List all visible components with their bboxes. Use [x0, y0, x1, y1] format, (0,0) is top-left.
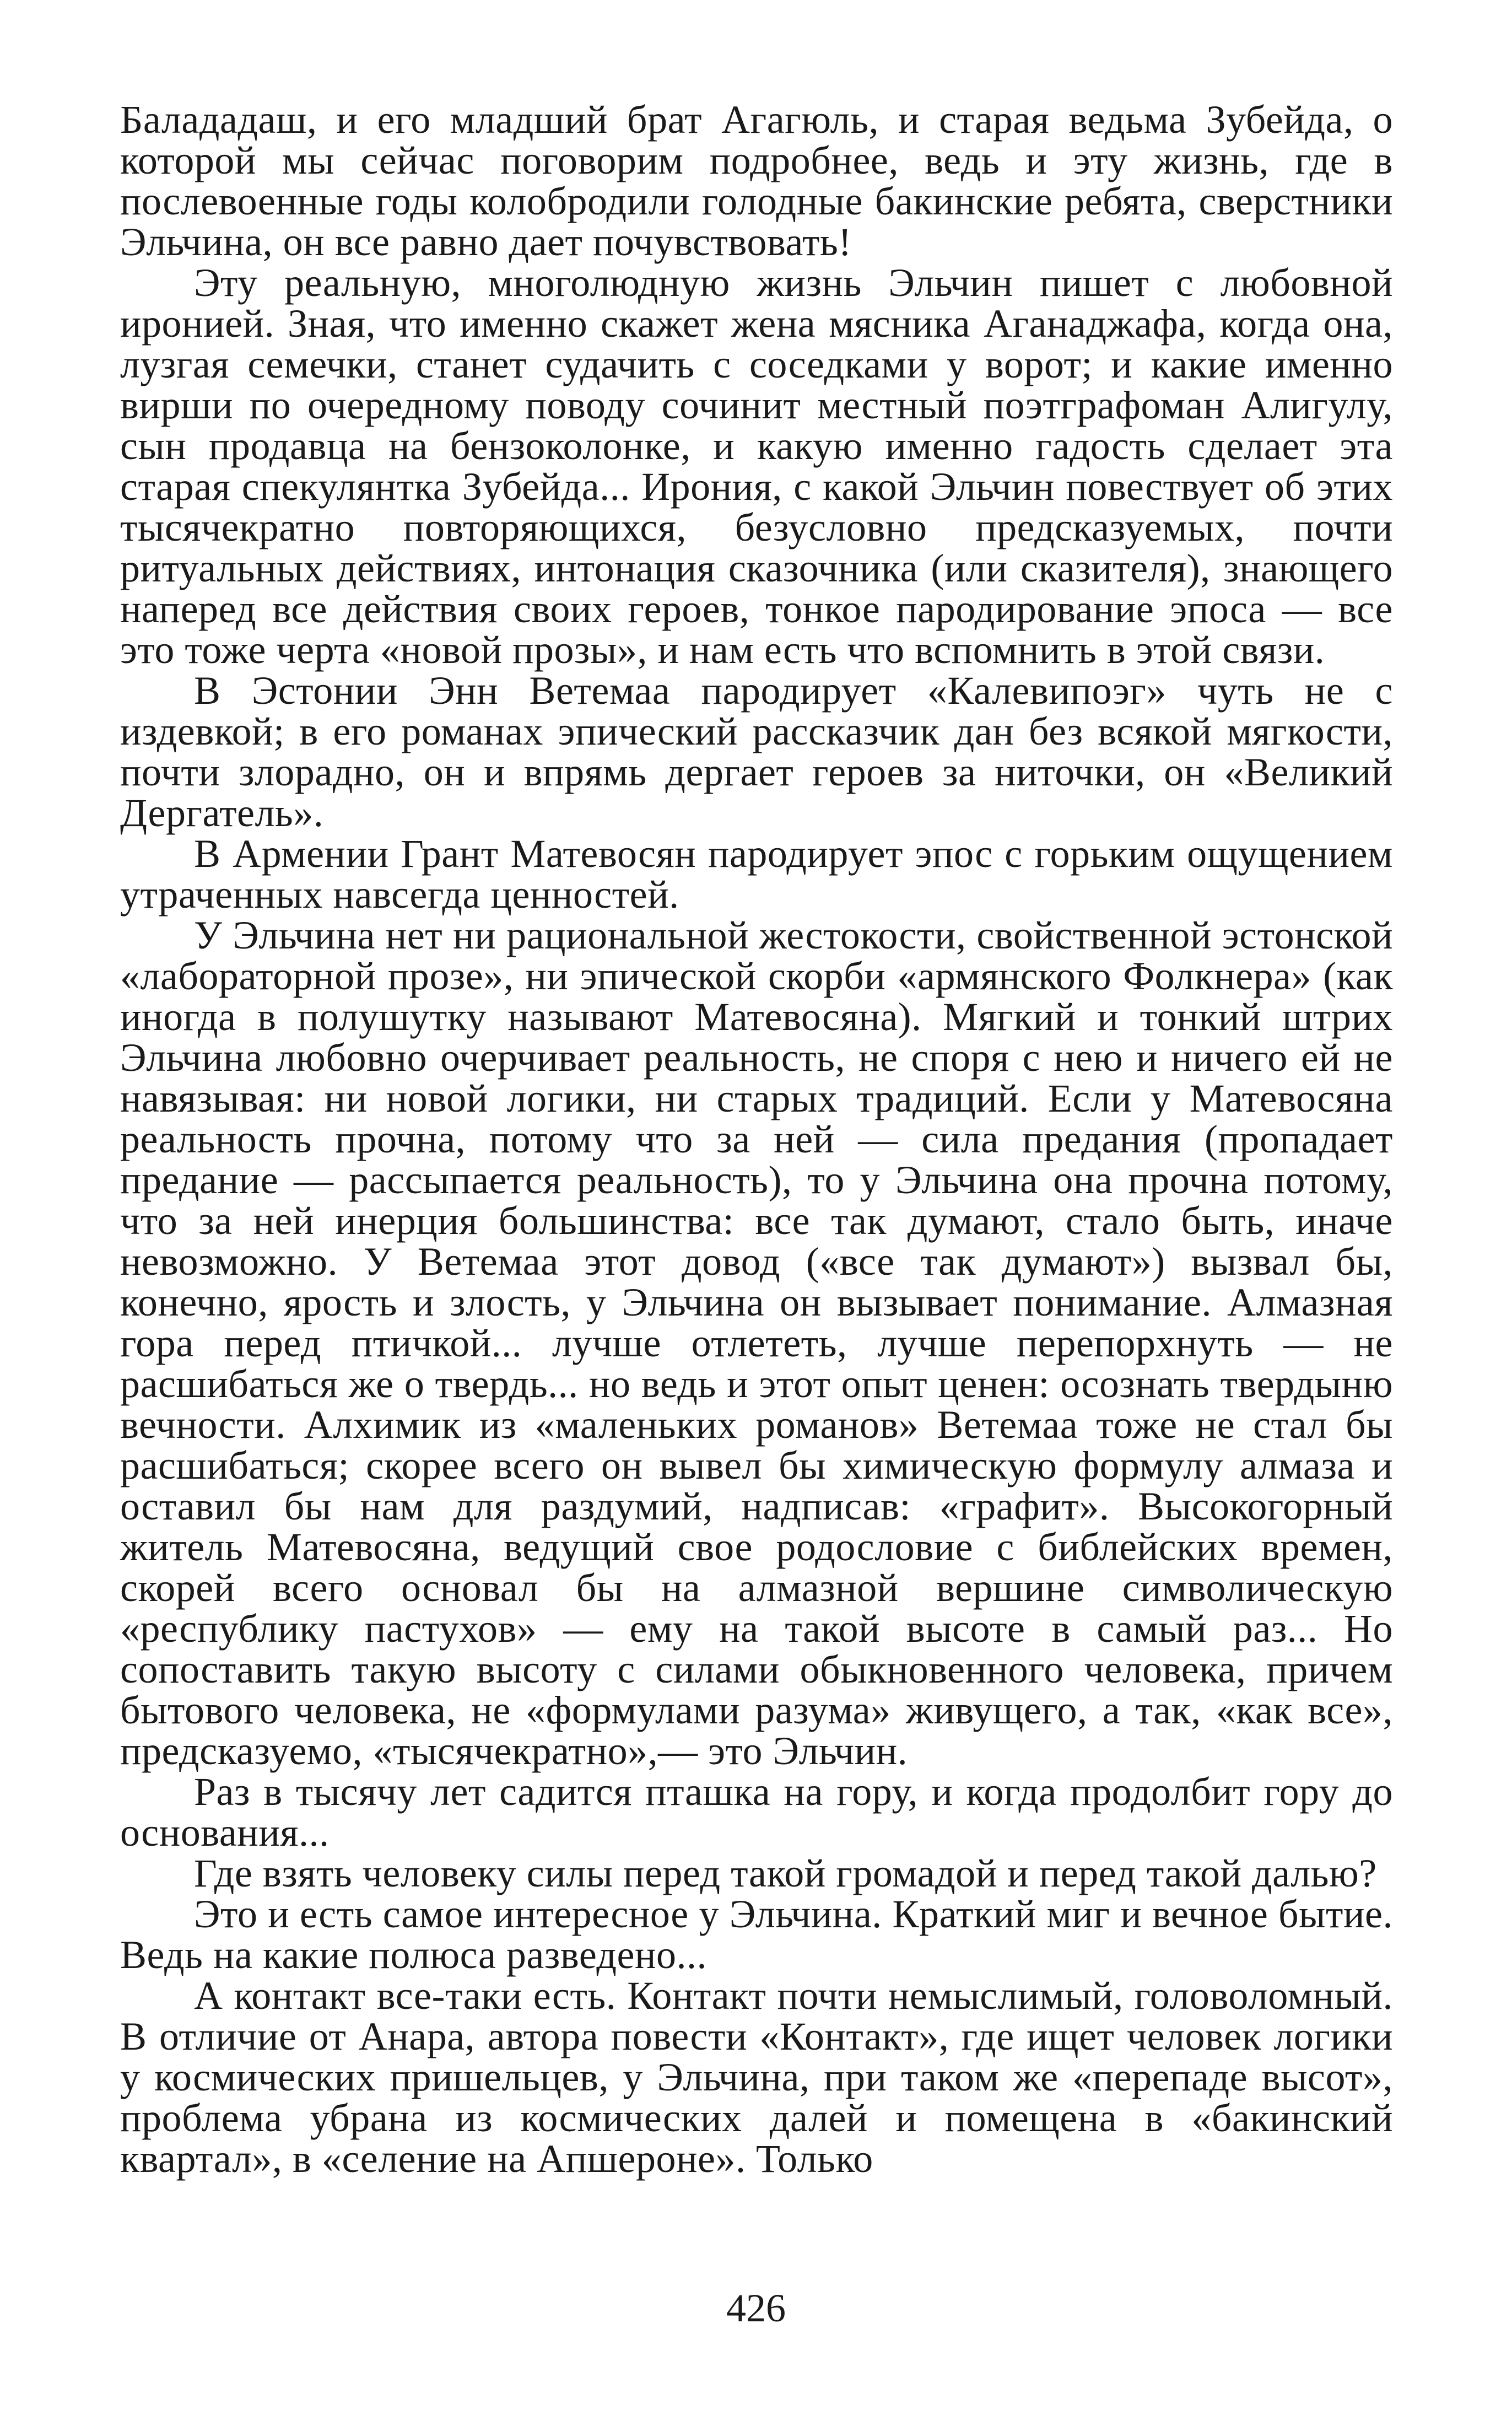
paragraph-5: У Эльчина нет ни рациональной жестокости, свойственной эстонской «лабораторной прозе», ни эпической скорби «армянского Фолкнера» (как иногда в полушутку называют Матевосяна). Мягкий и тонкий штрих Эльчина любовно очерчивает реальность, не споря с нею и ничего ей не навязывая: ни новой логики, ни старых традиций. Если у Матевосяна реальность прочна, потому что за ней — сила предания (пропадает предание — рассыпается реальность), то у Эльчина она прочна потому, что за ней инерция большинства: все так думают, стало быть, иначе невозможно. У Ветемаа этот довод («все так думают») вызвал бы, конечно, ярость и злость, у Эльчина он вызывает понимание. Алмазная гора перед птичкой... лучше отлететь, лучше перепорхнуть — не расшибаться же о твердь... но ведь и этот опыт ценен: осознать твердыню вечности. Алхимик из «маленьких романов» Ветемаа тоже не стал бы расшибаться; скорее всего он вывел бы химическую формулу алмаза и оставил бы нам для раздумий, надписав: «графит». Высокогорный житель Матевосяна, ведущий свое родословие с библейских времен, скорей всего основал бы на алмазной вершине символическую «республику пастухов» — ему на такой высоте в самый раз... Но сопоставить такую высоту с силами обыкновенного человека, причем бытового человека, не «формулами разума» живущего, а так, «как все», предсказуемо, «тысячекратно»,— это Эльчин. [120, 913, 1393, 1773]
body-text [120, 99, 1393, 2179]
paragraph-2: Эту реальную, многолюдную жизнь Эльчин пишет с любовной иронией. Зная, что именно скажет жена мясника Аганаджафа, когда она, лузгая семечки, станет судачить с соседками у ворот; и какие именно вирши по очередному поводу сочинит местный поэтграфоман Алигулу, сын продавца на бензоколонке, и какую именно гадость сделает эта старая спекулянтка Зубейда... Ирония, с какой Эльчин повествует об этих тысячекратно повторяющихся, безусловно предсказуемых, почти ритуальных действиях, интонация сказочника (или сказителя), знающего наперед все действия своих героев, тонкое пародирование эпоса — все это тоже черта «новой прозы», и нам есть что вспомнить в этой связи. [120, 261, 1393, 672]
paragraph-9: А контакт все-таки есть. Контакт почти немыслимый, головоломный. В отличие от Анара, автора повести «Контакт», где ищет человек логики у космических пришельцев, у Эльчина, при таком же «перепаде высот», проблема убрана из космических далей и помещена в «бакинский квартал», в «селение на Апшероне». Только [120, 1974, 1393, 2181]
paragraph-7: Где взять человеку силы перед такой громадой и перед такой далью? [194, 1851, 1377, 1895]
paragraph-1: Балададаш, и его младший брат Агагюль, и старая ведьма Зубейда, о которой мы сейчас поговорим подробнее, ведь и эту жизнь, где в послевоенные годы колобродили голодные бакинские ребята, сверстники Эльчина, он все равно дает почувствовать! [120, 98, 1393, 264]
paragraph-8: Это и есть самое интересное у Эльчина. Краткий миг и вечное бытие. Ведь на какие полюса разведено... [120, 1892, 1393, 1977]
paragraph-4: В Армении Грант Матевосян пародирует эпос с горьким ощущением утраченных навсегда ценностей. [120, 832, 1393, 917]
page-number: 426 [726, 2286, 786, 2330]
paragraph-6: Раз в тысячу лет садится пташка на гору, и когда продолбит гору до основания... [120, 1770, 1393, 1855]
paragraph-3: В Эстонии Энн Ветемаа пародирует «Калевипоэг» чуть не с издевкой; в его романах эпический рассказчик дан без всякой мягкости, почти злорадно, он и впрямь дергает героев за ниточки, он «Великий Дергатель». [120, 669, 1393, 835]
